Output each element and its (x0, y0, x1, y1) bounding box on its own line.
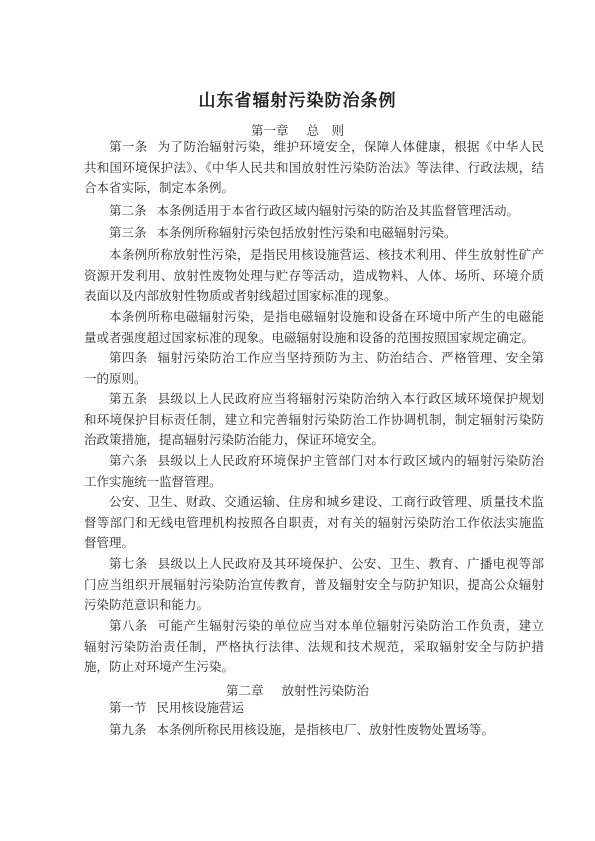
chapter-number: 第一章 (250, 123, 289, 138)
article-3 (84, 223, 544, 244)
article-text: 本条例所称民用核设施，是指核电厂、放射性废物处置场等。 (156, 722, 495, 737)
article-label: 第五条 (109, 391, 148, 406)
article-label: 第三条 (109, 225, 147, 240)
paragraph-text: 本条例所称放射性污染，是指民用核设施营运、核技术利用、伴生放射性矿产资源开发利用、放射性废物处理与贮存等活动，造成物料、人体、场所、环境介质表面以及内部放射性物质或者射线超过国家标准的现象。 (84, 247, 544, 303)
article-8 (84, 616, 544, 678)
paragraph-text: 本条例所称电磁辐射污染，是指电磁辐射设施和设备在环境中所产生的电磁能量或者强度超过国家标准的现象。电磁辐射设施和设备的范围按照国家规定确定。 (84, 309, 544, 345)
article-6-paragraph-2 (84, 492, 544, 554)
article-label: 第七条 (109, 556, 148, 571)
article-label: 第九条 (109, 722, 147, 737)
article-label: 第二条 (109, 203, 147, 218)
article-text: 可能产生辐射污染的单位应当对本单位辐射污染防治工作负责，建立辐射污染防治责任制，严格执行法律、法规和技术规范，采取辐射安全与防护措施，防止对环境产生污染。 (84, 618, 544, 674)
article-2 (84, 201, 544, 222)
article-label: 第六条 (109, 453, 148, 468)
article-text: 县级以上人民政府及其环境保护、公安、卫生、教育、广播电视等部门应当组织开展辐射污染防治宣传教育，普及辐射安全与防护知识，提高公众辐射污染防范意识和能力。 (84, 556, 544, 612)
article-label: 第一条 (109, 139, 148, 154)
article-text: 本条例适用于本省行政区域内辐射污染的防治及其监督管理活动。 (156, 203, 520, 218)
article-3-paragraph-2 (84, 245, 544, 307)
article-text: 为了防治辐射污染，维护环境安全，保障人体健康，根据《中华人民共和国环境保护法》、《中华人民共和国放射性污染防治法》等法律、行政法规，结合本省实际，制定本条例。 (84, 139, 544, 195)
chapter-number: 第二章 (225, 683, 264, 698)
article-5 (84, 389, 544, 451)
section-heading-1 (84, 698, 544, 719)
article-4 (84, 348, 544, 389)
chapter-name: 总 则 (306, 123, 344, 138)
article-6 (84, 451, 544, 492)
chapter-heading-2 (0, 681, 595, 699)
section-name: 民用核设施营运 (156, 700, 245, 715)
document-title: 山东省辐射污染防治条例 (198, 91, 397, 111)
article-text: 辐射污染防治工作应当坚持预防为主、防治结合、严格管理、安全第一的原则。 (84, 350, 544, 386)
chapter-name: 放射性污染防治 (281, 683, 369, 698)
section-number: 第一节 (109, 700, 147, 715)
article-9 (84, 720, 544, 741)
article-3-paragraph-3 (84, 307, 544, 348)
article-label: 第八条 (109, 618, 148, 633)
article-1 (84, 137, 544, 199)
paragraph-text: 公安、卫生、财政、交通运输、住房和城乡建设、工商行政管理、质量技术监督等部门和无线电管理机构按照各自职责，对有关的辐射污染防治工作依法实施监督管理。 (84, 494, 544, 550)
article-text: 县级以上人民政府环境保护主管部门对本行政区域内的辐射污染防治工作实施统一监督管理。 (84, 453, 544, 489)
article-text: 县级以上人民政府应当将辐射污染防治纳入本行政区域环境保护规划和环境保护目标责任制，建立和完善辐射污染防治工作协调机制，制定辐射污染防治政策措施，提高辐射污染防治能力，保证环境安全。 (84, 391, 544, 447)
article-label: 第四条 (109, 350, 148, 365)
article-7 (84, 554, 544, 616)
article-text: 本条例所称辐射污染包括放射性污染和电磁辐射污染。 (156, 225, 457, 240)
